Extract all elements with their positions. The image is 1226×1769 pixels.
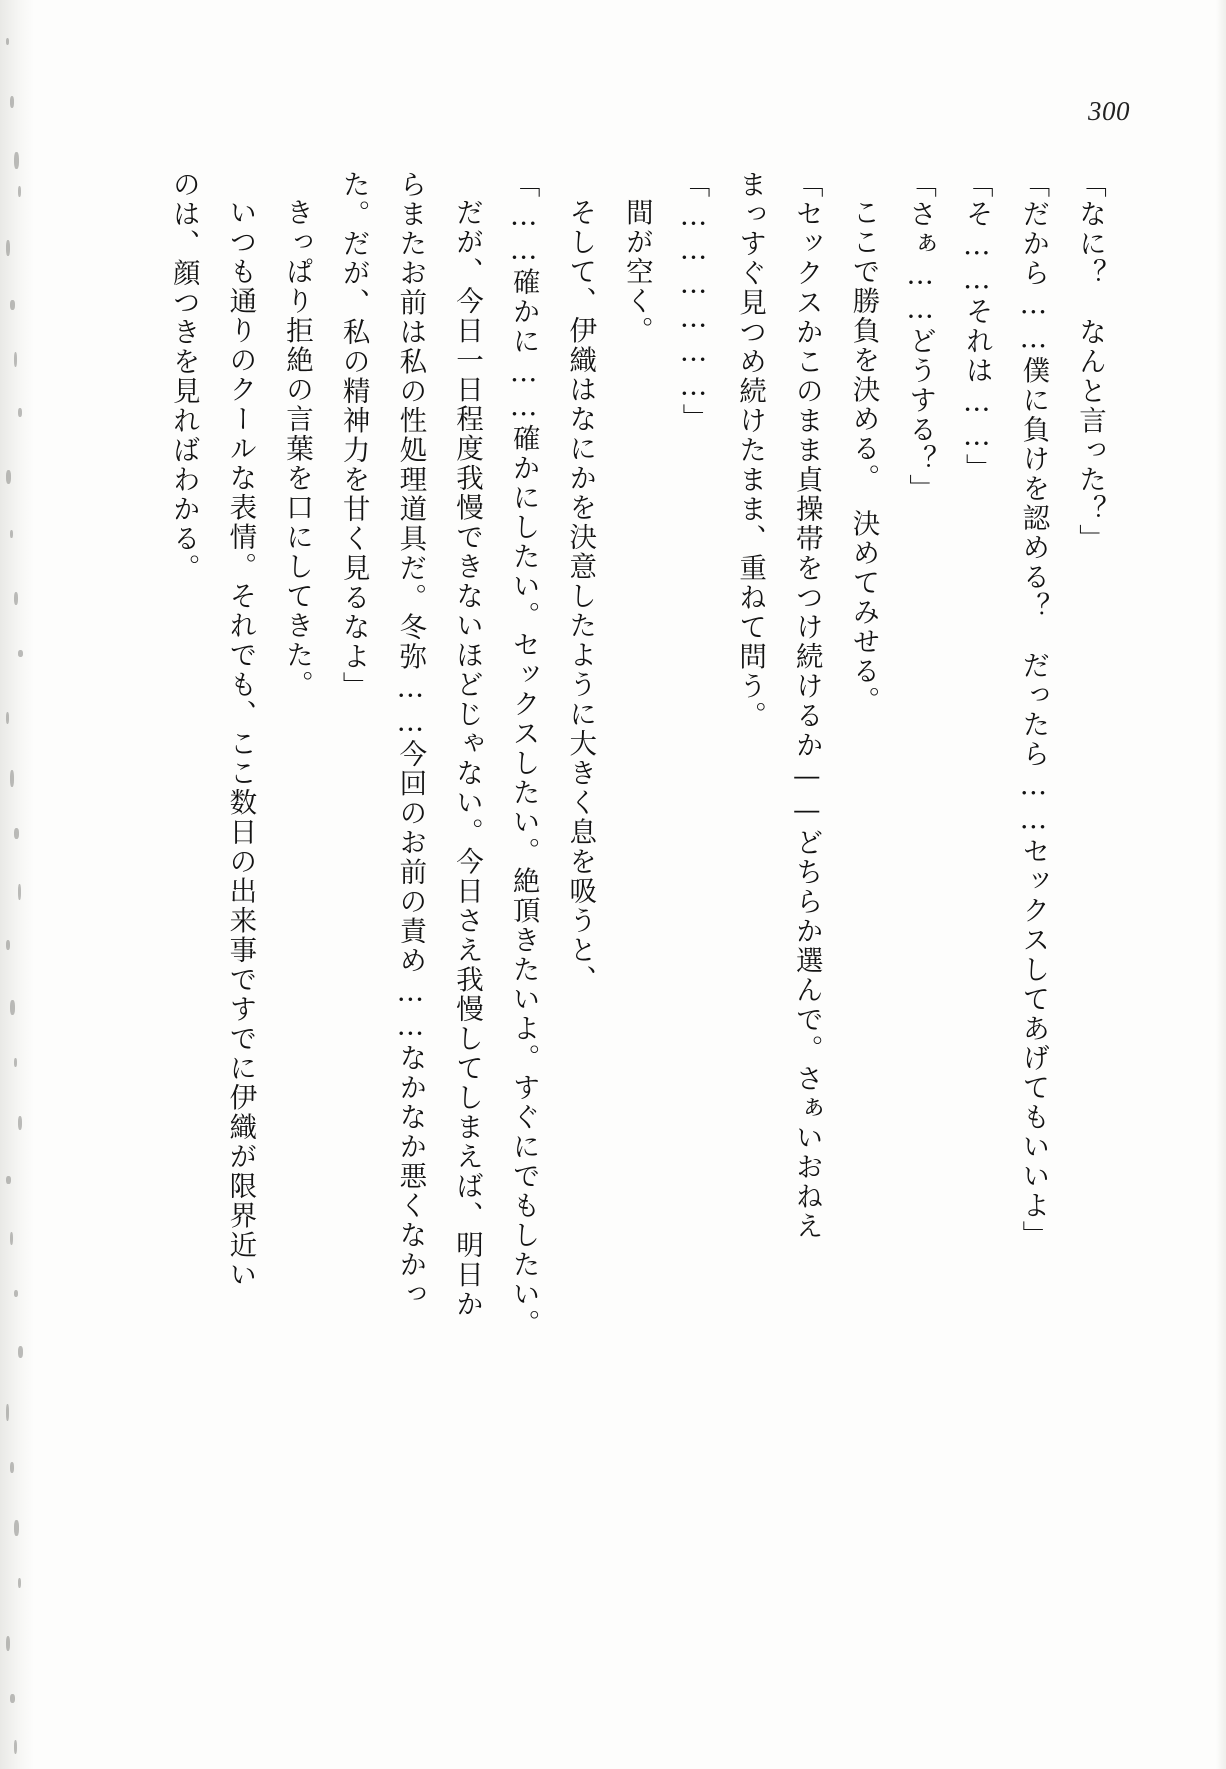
scan-speck bbox=[14, 1058, 17, 1067]
paragraph: 間が空く。 bbox=[620, 197, 653, 345]
vertical-text-body bbox=[140, 170, 1118, 1515]
scan-speck bbox=[14, 152, 19, 169]
scan-speck bbox=[18, 650, 23, 657]
paragraph: だが、今日一日程度我慢できないほどじゃない。今日さえ我慢してしまえば、明日か bbox=[450, 197, 483, 1319]
scan-speck bbox=[14, 828, 19, 839]
scan-speck bbox=[18, 186, 21, 197]
paragraph: 「さぁ……どうする？」 bbox=[904, 170, 937, 504]
paragraph: 「……確かに……確かにしたい。セックスしたい。絶頂きたいよ。すぐにでもしたい。 bbox=[507, 170, 540, 1339]
scan-speck bbox=[10, 1232, 13, 1245]
scan-speck bbox=[6, 38, 9, 45]
scan-speck bbox=[10, 300, 15, 310]
paragraph: 「なに？ なんと言った？」 bbox=[1074, 170, 1106, 554]
scan-speck bbox=[18, 1578, 21, 1588]
scan-speck bbox=[6, 1404, 9, 1421]
scan-speck bbox=[6, 1636, 10, 1651]
paragraph: 「だから……僕に負けを認める？ だったら……セックスしてあげてもいいよ」 bbox=[1017, 170, 1050, 1250]
page-gutter-shadow bbox=[0, 0, 34, 1769]
scan-speck bbox=[10, 1694, 15, 1703]
scan-speck bbox=[14, 352, 17, 367]
scan-speck bbox=[14, 1290, 18, 1297]
paragraph: きっぱり拒絶の言葉を口にしてきた。 bbox=[281, 197, 314, 699]
paragraph: 「セックスかこのまま貞操帯をつけ続けるか——どちらか選んで。さぁいおねえ bbox=[790, 170, 823, 1241]
scan-speck bbox=[18, 884, 21, 900]
scan-speck bbox=[6, 940, 10, 950]
paragraph: 「そ……それは……」 bbox=[960, 170, 993, 483]
scan-speck bbox=[10, 1462, 14, 1473]
scan-speck bbox=[10, 770, 14, 787]
page-right-edge bbox=[1216, 0, 1226, 1769]
paragraph: ここで勝負を決める。 決めてみせる。 bbox=[847, 197, 880, 715]
paragraph: 「………………」 bbox=[677, 170, 710, 433]
paragraph: そして、伊織はなにかを決意したように大きく息を吸うと、 bbox=[564, 197, 597, 994]
scan-speck bbox=[6, 1176, 11, 1184]
scan-speck bbox=[14, 592, 18, 605]
scan-speck bbox=[10, 530, 13, 538]
scan-speck bbox=[18, 1116, 22, 1130]
scan-speck bbox=[14, 1740, 17, 1754]
scan-speck bbox=[14, 1520, 19, 1536]
paragraph: いつも通りのクールな表情。それでも、ここ数日の出来事ですでに伊織が限界近い bbox=[224, 197, 257, 1289]
scan-speck bbox=[18, 1346, 23, 1358]
scan-speck bbox=[6, 712, 9, 724]
paragraph: のは、顔つきを見ればわかる。 bbox=[167, 170, 200, 583]
paragraph: た。だが、私の精神力を甘く見るなよ」 bbox=[337, 170, 370, 701]
paragraph: らまたお前は私の性処理道具だ。冬弥……今回のお前の責め……なかなか悪くなかっ bbox=[394, 170, 427, 1309]
scan-speck bbox=[10, 1000, 15, 1015]
page-number: 300 bbox=[1088, 96, 1130, 126]
scan-speck bbox=[6, 240, 10, 256]
scan-speck bbox=[6, 470, 11, 484]
paragraph: まっすぐ見つめ続けたまま、重ねて問う。 bbox=[734, 170, 767, 731]
scan-speck bbox=[10, 96, 14, 108]
scan-speck bbox=[18, 408, 22, 417]
